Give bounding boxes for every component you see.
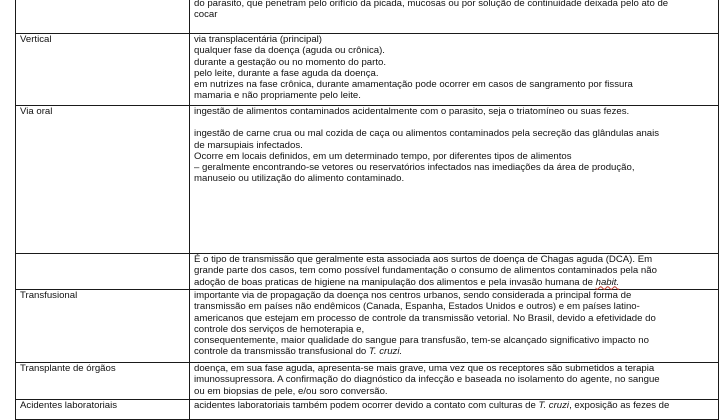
row-label-cell: [16, 290, 190, 363]
text-line: durante a gestação ou no momento do parto.: [194, 56, 387, 68]
text-line: grande parte dos casos, tem como possível fundamentação o consumo de alimentos contaminados pela não: [194, 265, 657, 277]
text-line: importante via de propagação da doença nos centros urbanos, sendo considerada a principal forma de: [194, 290, 632, 301]
row-label-cell: [16, 0, 190, 34]
row-label-cell: [16, 34, 190, 106]
text-line: manuseio ou utilização do alimento contaminado.: [194, 173, 405, 185]
row-label: Via oral: [20, 106, 53, 117]
text-fragment: controle da transmissão transfusional do: [194, 346, 367, 358]
text-line: via transplacentária (principal): [194, 34, 322, 45]
row-label-cell: [16, 400, 190, 420]
text-line: americanos que estejam em processo de controle da transmissão vetorial. No Brasil, devido a efetividade do: [194, 312, 656, 324]
text-fragment: , exposição as fezes de: [569, 400, 670, 411]
species-name: T. cruzi: [538, 400, 570, 411]
table-row: [16, 400, 719, 420]
text-fragment: acidentes laboratoriais também podem ocorrer devido a contato com culturas de: [194, 400, 536, 411]
row-content-cell: [190, 363, 719, 400]
text-line: cocar: [194, 9, 218, 21]
row-label: Transfusional: [20, 290, 78, 301]
text-line: controle dos serviços de hemoterapia e,: [194, 323, 365, 335]
row-content-cell: [190, 290, 719, 363]
text-line: do parasito, que penetram pelo orifício da picada, mucosas ou por solução de continuidade deixada pelo ato de: [194, 0, 669, 9]
text-line: ou em biopsias de pele, e/ou soro conversão.: [194, 385, 388, 397]
row-content-cell: [190, 254, 719, 290]
transmission-table: [15, 0, 719, 420]
row-content-cell: [190, 0, 719, 34]
table-row: [16, 0, 719, 34]
table-row: [16, 106, 719, 254]
text-line: transmissão em países não endêmicos (Canada, Espanha, Estados Unidos e outros) e em países latino-: [194, 301, 640, 313]
row-label-cell: [16, 254, 190, 290]
text-line: mamaria e não propriamente pelo leite.: [194, 90, 361, 102]
spellcheck-underlined-word: habit.: [595, 276, 620, 288]
text-fragment: adoção de boas praticas de higiene na manipulação dos alimentos e pela invasão humana de: [194, 276, 593, 288]
text-line: É o tipo de transmissão que geralmente esta associada aos surtos de doença de Chagas aguda (DCA). Em: [194, 254, 653, 265]
text-line: imunossupressora. A confirmação do diagnóstico da infecção e baseada no isolamento do agente, no sangue: [194, 374, 660, 386]
table-row: [16, 363, 719, 400]
row-label: Transplante de órgãos: [20, 363, 116, 374]
text-line: qualquer fase da doença (aguda ou crônica).: [194, 45, 385, 57]
text-line: – geralmente encontrando-se vetores ou reservatórios infectados nas imediações da área de produção,: [194, 162, 635, 174]
table-row: [16, 254, 719, 290]
text-line: Ocorre em locais definidos, em um determinado tempo, por diferentes tipos de alimentos: [194, 150, 572, 162]
species-name: T. cruzi.: [368, 346, 403, 358]
text-line: em nutrizes na fase crônica, durante amamentação pode ocorrer em casos de sangramento por fissura: [194, 79, 633, 91]
row-label-cell: [16, 106, 190, 254]
row-label: Vertical: [20, 34, 52, 45]
row-label: Acidentes laboratoriais: [20, 400, 118, 411]
table-row: [16, 34, 719, 106]
text-line: consequentemente, maior qualidade do sangue para transfusão, tem-se alcançado significativo impacto no: [194, 335, 649, 347]
row-content-cell: [190, 106, 719, 254]
row-content-cell: [190, 34, 719, 106]
table-row: [16, 290, 719, 363]
text-line: de marsupiais infectados.: [194, 139, 303, 151]
text-line: ingestão de carne crua ou mal cozida de caça ou alimentos contaminados pela secreção das glândulas anais: [194, 128, 660, 140]
row-content-cell: [190, 400, 719, 420]
text-line: pelo leite, durante a fase aguda da doença.: [194, 67, 379, 79]
text-line: ingestão de alimentos contaminados acidentalmente com o parasito, seja o triatomíneo ou suas fezes.: [194, 106, 630, 117]
text-line: doença, em sua fase aguda, apresenta-se mais grave, uma vez que os receptores são submetidos a terapia: [194, 363, 655, 374]
row-label-cell: [16, 363, 190, 400]
